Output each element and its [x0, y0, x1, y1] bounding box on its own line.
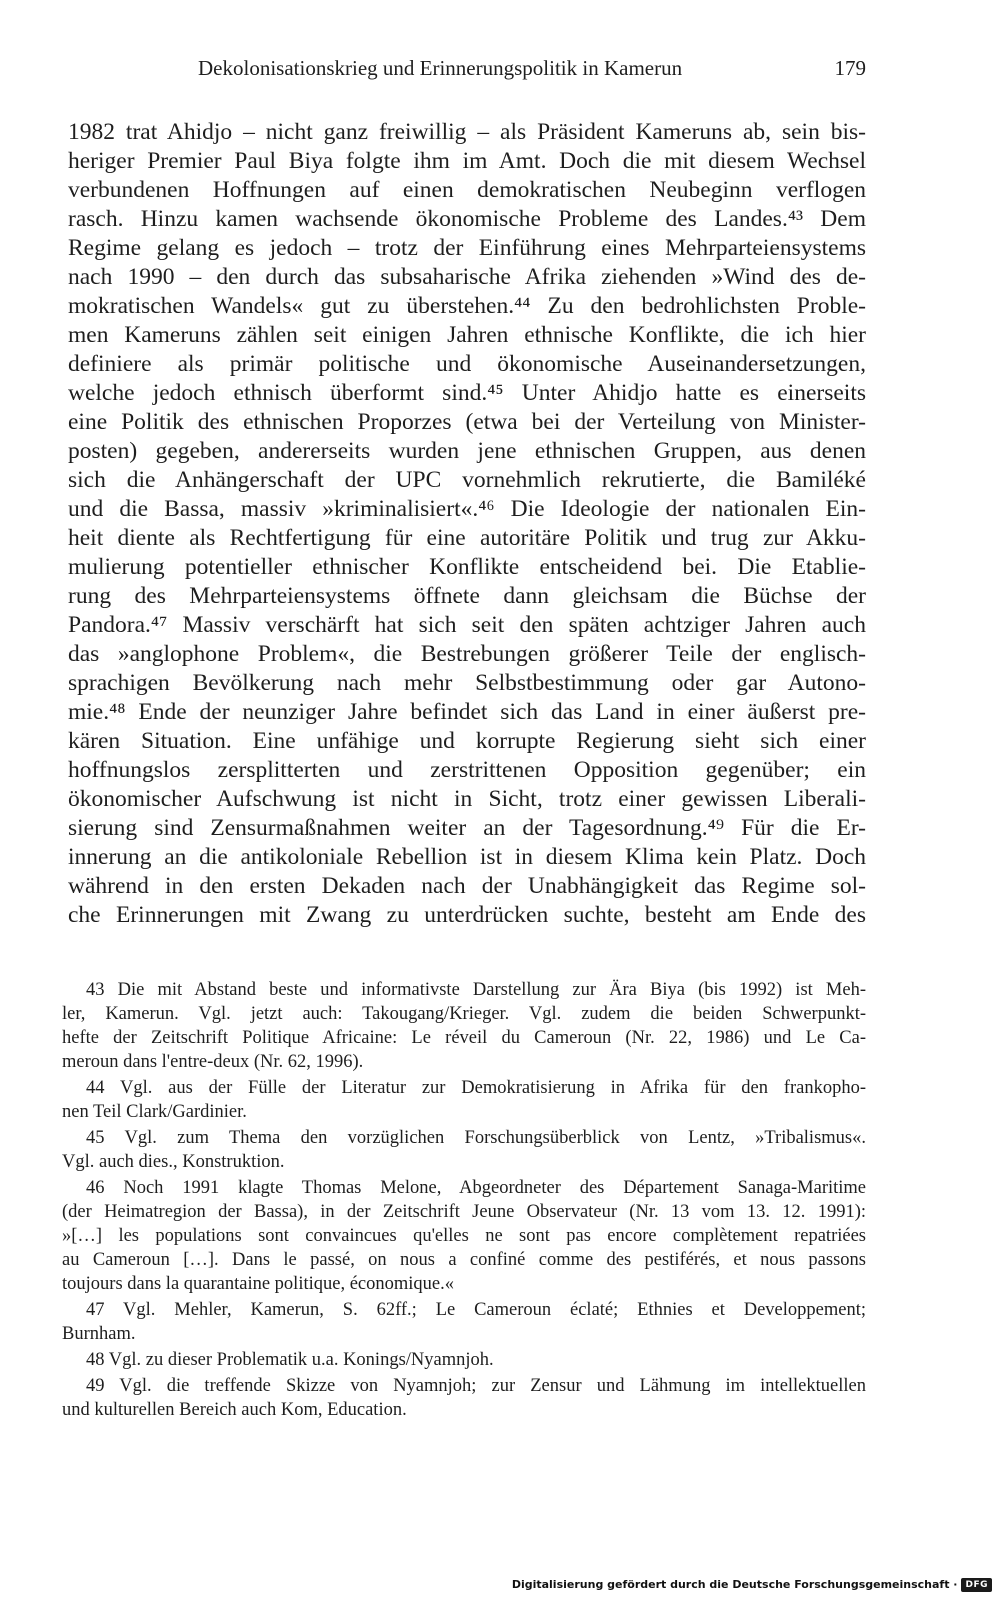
footnote-line: Burnham. — [62, 1324, 136, 1344]
body-line: sierung sind Zensurmaßnahmen weiter an der Tagesordnung.⁴⁹ Für die Er- — [68, 815, 866, 841]
footnote — [62, 978, 866, 1074]
body-line: definiere als primär politische und ökonomische Auseinandersetzungen, — [68, 351, 866, 377]
body-line: verbundenen Hoffnungen auf einen demokratischen Neubeginn verflogen — [68, 177, 866, 203]
body-line: 1982 trat Ahidjo – nicht ganz freiwillig – als Präsident Kameruns ab, sein bis- — [68, 119, 866, 145]
body-line: mie.⁴⁸ Ende der neunziger Jahre befindet sich das Land in einer äußerst pre- — [68, 699, 866, 725]
body-line: eine Politik des ethnischen Proporzes (etwa bei der Verteilung von Minister- — [68, 409, 866, 435]
body-line: sich die Anhängerschaft der UPC vornehmlich rekrutierte, die Bamiléké — [68, 467, 866, 493]
footnote-line: (der Heimatregion der Bassa), in der Zeitschrift Jeune Observateur (Nr. 13 vom 13. 12. 1991): — [62, 1202, 866, 1222]
body-line: che Erinnerungen mit Zwang zu unterdrücken suchte, besteht am Ende des — [68, 902, 866, 928]
footnote-line: au Cameroun […]. Dans le passé, on nous a confiné comme des pestiférés, et nous passons — [62, 1250, 866, 1270]
running-head — [68, 52, 866, 84]
body-line: sprachigen Bevölkerung nach mehr Selbstbestimmung oder gar Autono- — [68, 670, 866, 696]
footnote-line: meroun dans l'entre-deux (Nr. 62, 1996). — [62, 1052, 364, 1072]
body-line: heit diente als Rechtfertigung für eine autoritäre Politik und trug zur Akku- — [68, 525, 866, 551]
footnote — [62, 1374, 866, 1422]
footnote-line: 48 Vgl. zu dieser Problematik u.a. Konings/Nyamnjoh. — [86, 1350, 494, 1370]
footnote — [62, 1348, 866, 1372]
page-number: 179 — [834, 56, 866, 80]
body-line: und die Bassa, massiv »kriminalisiert«.⁴⁶ Die Ideologie der nationalen Ein- — [68, 496, 866, 522]
footnotes — [62, 978, 866, 1422]
body-line: Regime gelang es jedoch – trotz der Einführung eines Mehrparteiensystems — [68, 235, 866, 261]
body-text — [68, 118, 866, 930]
credit-text: Digitalisierung gefördert durch die Deutsche Forschungsgemeinschaft · — [511, 1578, 958, 1591]
body-line: posten) gegeben, andererseits wurden jene ethnischen Gruppen, aus denen — [68, 438, 866, 464]
dfg-logo-icon: DFG — [961, 1578, 992, 1592]
body-line: während in den ersten Dekaden nach der Unabhängigkeit das Regime sol- — [68, 873, 866, 899]
footnote-line: »[…] les populations sont convaincues qu'elles ne sont pas encore complètement repatriées — [62, 1226, 866, 1246]
footnote-line: toujours dans la quarantaine politique, économique.« — [62, 1274, 454, 1294]
footnote-line: hefte der Zeitschrift Politique Africaine: Le réveil du Cameroun (Nr. 22, 1986) und Le Ca- — [62, 1028, 866, 1048]
body-line: innerung an die antikoloniale Rebellion ist in diesem Klima kein Platz. Doch — [68, 844, 866, 870]
footnote — [62, 1176, 866, 1296]
body-line: hoffnungslos zersplitterten und zerstrittenen Opposition gegenüber; ein — [68, 757, 866, 783]
footnote-line: 44 Vgl. aus der Fülle der Literatur zur Demokratisierung in Afrika für den frankopho- — [86, 1078, 866, 1098]
digitization-credit — [512, 1576, 992, 1594]
footnote-line: 47 Vgl. Mehler, Kamerun, S. 62ff.; Le Cameroun éclaté; Ethnies et Developpement; — [86, 1300, 866, 1320]
body-line: men Kameruns zählen seit einigen Jahren ethnische Konflikte, die ich hier — [68, 322, 866, 348]
footnote-line: nen Teil Clark/Gardinier. — [62, 1102, 247, 1122]
footnote — [62, 1076, 866, 1124]
body-line: nach 1990 – den durch das subsaharische Afrika ziehenden »Wind des de- — [68, 264, 866, 290]
body-line: rasch. Hinzu kamen wachsende ökonomische Probleme des Landes.⁴³ Dem — [68, 206, 866, 232]
footnote-line: 46 Noch 1991 klagte Thomas Melone, Abgeordneter des Département Sanaga-Maritime — [86, 1178, 866, 1198]
footnote-line: 45 Vgl. zum Thema den vorzüglichen Forschungsüberblick von Lentz, »Tribalismus«. — [86, 1128, 866, 1148]
footnote — [62, 1298, 866, 1346]
body-line: Pandora.⁴⁷ Massiv verschärft hat sich seit den späten achtziger Jahren auch — [68, 612, 866, 638]
footnote — [62, 1126, 866, 1174]
body-line: ökonomischer Aufschwung ist nicht in Sicht, trotz einer gewissen Liberali- — [68, 786, 866, 812]
body-line: mulierung potentieller ethnischer Konflikte entscheidend bei. Die Etablie- — [68, 554, 866, 580]
footnote-line: ler, Kamerun. Vgl. jetzt auch: Takougang/Krieger. Vgl. zudem die beiden Schwerpunkt- — [62, 1004, 866, 1024]
body-line: rung des Mehrparteiensystems öffnete dann gleichsam die Büchse der — [68, 583, 866, 609]
body-line: kären Situation. Eine unfähige und korrupte Regierung sieht sich einer — [68, 728, 866, 754]
running-title: Dekolonisationskrieg und Erinnerungspolitik in Kamerun — [198, 56, 683, 80]
body-line: mokratischen Wandels« gut zu überstehen.⁴⁴ Zu den bedrohlichsten Proble- — [68, 293, 866, 319]
footnote-line: Vgl. auch dies., Konstruktion. — [62, 1152, 285, 1172]
footnote-line: 49 Vgl. die treffende Skizze von Nyamnjoh; zur Zensur und Lähmung im intellektuellen — [86, 1376, 866, 1396]
footnote-line: 43 Die mit Abstand beste und informativste Darstellung zur Ära Biya (bis 1992) ist Meh- — [86, 980, 866, 1000]
body-line: das »anglophone Problem«, die Bestrebungen größerer Teile der englisch- — [68, 641, 866, 667]
body-line: heriger Premier Paul Biya folgte ihm im Amt. Doch die mit diesem Wechsel — [68, 148, 866, 174]
footnote-line: und kulturellen Bereich auch Kom, Education. — [62, 1400, 407, 1420]
body-line: welche jedoch ethnisch überformt sind.⁴⁵ Unter Ahidjo hatte es einerseits — [68, 380, 866, 406]
